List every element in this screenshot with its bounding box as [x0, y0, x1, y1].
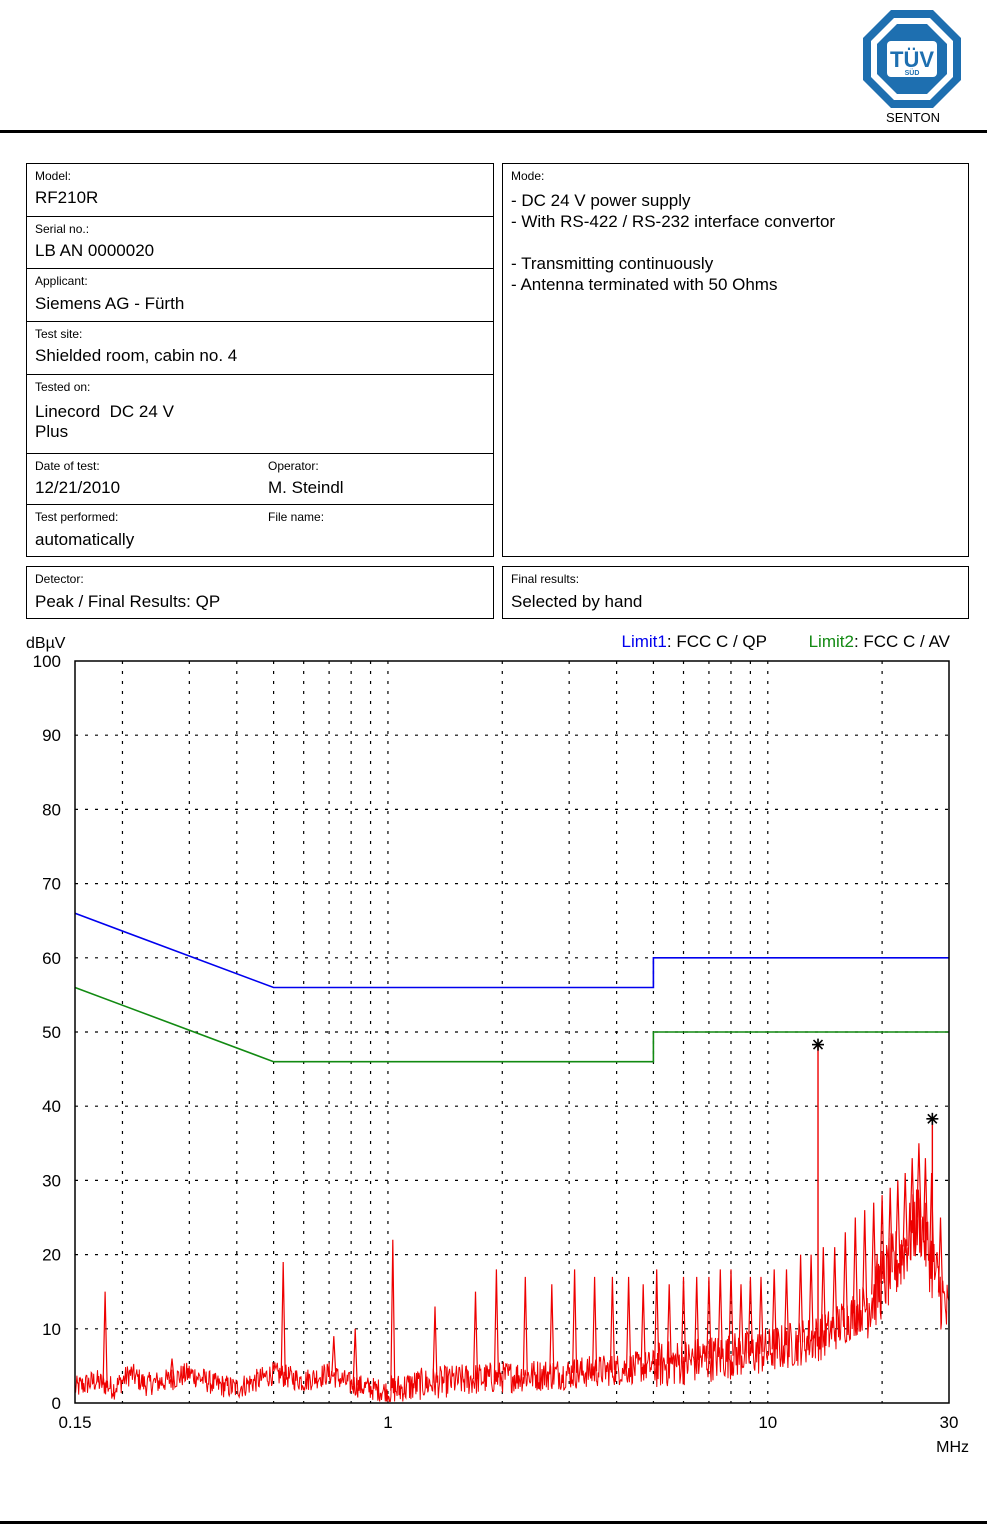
y-tick-label: 0	[51, 1394, 61, 1413]
measurement-peak	[332, 1336, 336, 1376]
measurement-peak	[833, 1247, 837, 1328]
measurement-trace	[75, 1039, 949, 1402]
y-tick-label: 70	[42, 874, 61, 894]
serial-cell	[27, 216, 493, 268]
mode-line: - With RS-422 / RS-232 interface convertor	[511, 212, 836, 231]
model-cell	[27, 164, 493, 216]
final-results-label: Final results:	[511, 572, 580, 586]
measurement-peak	[821, 1247, 825, 1336]
measurement-peak	[872, 1203, 876, 1295]
measurement-peak	[863, 1210, 867, 1306]
tested-on-value-line1: Linecord DC 24 V	[35, 402, 174, 421]
measurement-peak	[433, 1307, 437, 1383]
x-tick-label: 30	[939, 1413, 959, 1432]
y-tick-label: 50	[42, 1023, 61, 1042]
test-site-value: Shielded room, cabin no. 4	[35, 346, 238, 365]
measurement-peak	[391, 1240, 395, 1391]
measurement-peak	[494, 1269, 498, 1377]
tested-on-label: Tested on:	[35, 380, 91, 394]
date-label: Date of test:	[35, 459, 100, 473]
y-tick-label: 100	[32, 652, 61, 671]
logo-caption: SENTON	[886, 110, 940, 125]
measurement-peak	[903, 1173, 907, 1247]
test-site-label: Test site:	[35, 327, 83, 341]
applicant-label: Applicant:	[35, 274, 88, 288]
measurement-peak	[281, 1262, 285, 1376]
detector-value: Peak / Final Results: QP	[35, 592, 221, 611]
measurement-peak	[896, 1180, 900, 1262]
applicant-cell	[27, 268, 493, 321]
model-label: Model:	[35, 169, 72, 183]
final-result-marker	[926, 1113, 938, 1125]
serial-label: Serial no.:	[35, 222, 90, 236]
measurement-peak	[353, 1329, 357, 1386]
legend-limit1-prefix: Limit1	[621, 632, 667, 651]
measurement-peak	[641, 1284, 645, 1367]
y-tick-label: 80	[42, 800, 61, 820]
y-tick-label: 90	[42, 726, 61, 746]
emission-chart	[0, 620, 987, 1460]
measurement-peak	[610, 1277, 614, 1370]
measurement-peak	[853, 1218, 857, 1314]
mode-line: - DC 24 V power supply	[511, 191, 691, 210]
measurement-peak	[799, 1255, 803, 1343]
measurement-peak	[655, 1269, 659, 1365]
file-name-label: File name:	[268, 510, 325, 524]
y-tick-label: 30	[42, 1171, 61, 1191]
applicant-value: Siemens AG - Fürth	[35, 294, 185, 313]
measurement-peak	[627, 1277, 631, 1369]
footer-rule	[0, 1521, 987, 1524]
y-axis-label: dBµV	[26, 635, 66, 652]
model-value: RF210R	[35, 188, 99, 207]
date-value: 12/21/2010	[35, 478, 121, 497]
measurement-peak	[573, 1269, 577, 1373]
detector-box	[26, 566, 494, 619]
test-info-table	[26, 163, 494, 557]
date-operator-cell	[27, 453, 493, 504]
y-tick-label: 10	[42, 1319, 61, 1339]
measurement-peak	[809, 1255, 813, 1340]
mode-box	[502, 163, 969, 557]
measurement-peak	[880, 1195, 884, 1283]
limit-line-limit1	[75, 913, 949, 987]
mode-line: - Antenna terminated with 50 Ohms	[511, 275, 778, 294]
logo-sub-text: SÜD	[904, 70, 920, 77]
test-site-cell	[27, 321, 493, 374]
measurement-peak	[843, 1232, 847, 1320]
legend-limit1-text: : FCC C / QP	[666, 632, 767, 651]
measurement-peak	[718, 1269, 722, 1357]
y-tick-label: 40	[42, 1097, 61, 1117]
x-tick-label: 10	[758, 1413, 778, 1432]
y-tick-label: 60	[42, 948, 61, 968]
legend-limit2-text: : FCC C / AV	[853, 632, 950, 651]
measurement-peak	[103, 1292, 107, 1385]
measurement-peak	[550, 1284, 554, 1374]
tested-on-cell	[27, 374, 493, 453]
measurement-peak	[593, 1277, 597, 1371]
y-tick-label: 20	[42, 1245, 61, 1265]
measurement-peak	[739, 1284, 743, 1354]
legend-entry-limit1	[622, 632, 767, 651]
measurement-peak	[682, 1277, 686, 1362]
mode-line: - Transmitting continuously	[511, 254, 714, 273]
legend-entry-limit2	[809, 632, 951, 651]
legend-limit2-prefix: Limit2	[808, 632, 854, 651]
mode-label: Mode:	[511, 169, 545, 183]
measurement-peak	[695, 1277, 699, 1360]
performed-label: Test performed:	[35, 510, 119, 524]
operator-label: Operator:	[268, 459, 319, 473]
detector-label: Detector:	[35, 572, 84, 586]
operator-value: M. Steindl	[268, 478, 344, 497]
x-tick-label: 0.15	[58, 1413, 92, 1432]
final-results-box	[502, 566, 969, 619]
performed-cell	[27, 504, 493, 556]
serial-value: LB AN 0000020	[35, 241, 155, 260]
tested-on-value-line2: Plus	[35, 422, 69, 441]
final-results-value: Selected by hand	[511, 592, 643, 611]
logo-brand-text: TÜV	[890, 47, 934, 72]
performed-value: automatically	[35, 530, 135, 549]
x-axis-label: MHz	[936, 1439, 969, 1456]
x-tick-label: 1	[383, 1413, 393, 1432]
final-result-marker	[812, 1039, 824, 1051]
header-rule	[0, 130, 987, 133]
measurement-peak	[523, 1277, 527, 1376]
